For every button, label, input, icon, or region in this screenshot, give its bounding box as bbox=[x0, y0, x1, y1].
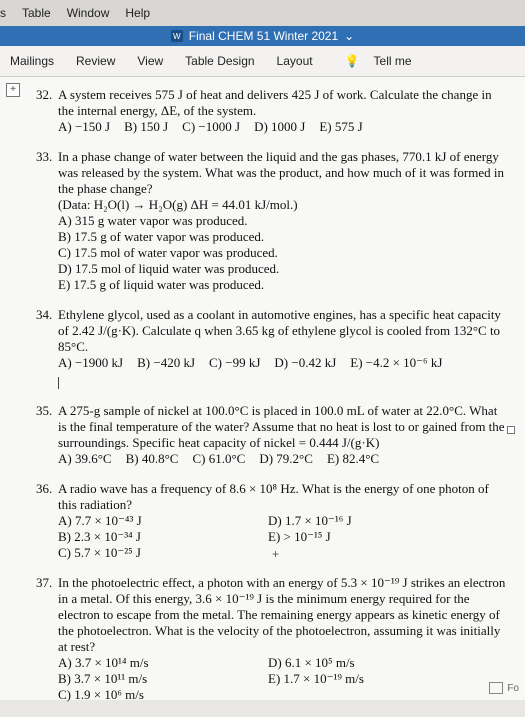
data-line: (Data: H₂O(l) → H₂O(g) ΔH = 44.01 kJ/mol.) bbox=[58, 197, 298, 212]
question-36 bbox=[36, 481, 506, 561]
tell-me-label: Tell me bbox=[373, 54, 412, 68]
question-stem: A 275-g sample of nickel at 100.0°C is placed in 100.0 mL of water at 22.0°C. What is the final temperature of the water? Assume that no heat is lost to or gained from the surroundings. Specific heat capacity of nickel = 0.444 J/(g·K) bbox=[58, 403, 505, 450]
answer-option: C) 61.0°C bbox=[192, 451, 246, 466]
table-resize-handle[interactable] bbox=[507, 426, 515, 434]
tab-view[interactable]: View bbox=[137, 54, 164, 68]
question-number: 35. bbox=[36, 403, 53, 418]
question-35 bbox=[36, 403, 506, 467]
answer-option: B) 150 J bbox=[124, 119, 169, 134]
answer-option: B) −420 kJ bbox=[137, 355, 195, 370]
answer-option: E) 17.5 g of liquid water was produced. bbox=[58, 277, 265, 292]
question-stem: A system receives 575 J of heat and delivers 425 J of work. Calculate the change in the internal energy, ΔE, of the system. bbox=[58, 87, 492, 118]
answer-option: D) 17.5 mol of liquid water was produced. bbox=[58, 261, 280, 276]
answer-option: A) 7.7 × 10⁻⁴³ J bbox=[58, 513, 142, 528]
ribbon-tabs bbox=[0, 46, 525, 77]
answer-option: E) −4.2 × 10⁻⁶ kJ bbox=[350, 355, 443, 370]
tab-table-design[interactable]: Table Design bbox=[185, 54, 255, 68]
answer-option: A) −150 J bbox=[58, 119, 111, 134]
answer-option: E) > 10⁻¹⁵ J bbox=[268, 529, 331, 544]
question-number: 36. bbox=[36, 481, 53, 496]
answer-option: C) 17.5 mol of water vapor was produced. bbox=[58, 245, 278, 260]
answer-option: C) 5.7 × 10⁻²⁵ J bbox=[58, 545, 141, 560]
answer-option: C) −99 kJ bbox=[209, 355, 261, 370]
question-number: 37. bbox=[36, 575, 53, 590]
answer-option: B) 17.5 g of water vapor was produced. bbox=[58, 229, 265, 244]
question-37 bbox=[36, 575, 506, 703]
cursor-plus-icon: + bbox=[272, 547, 280, 561]
answer-option: E) 1.7 × 10⁻¹⁹ m/s bbox=[268, 671, 364, 686]
answer-option: E) 575 J bbox=[319, 119, 363, 134]
lightbulb-icon: 💡 bbox=[344, 54, 360, 68]
word-document-icon: W bbox=[171, 30, 183, 42]
tab-mailings[interactable]: Mailings bbox=[10, 54, 55, 68]
answer-option: B) 40.8°C bbox=[125, 451, 179, 466]
menu-item-app[interactable]: s bbox=[0, 6, 6, 20]
menu-item-help[interactable]: Help bbox=[125, 6, 151, 20]
tab-layout[interactable]: Layout bbox=[276, 54, 313, 68]
question-stem: Ethylene glycol, used as a coolant in automotive engines, has a specific heat capacity of 2.42 J/(g·K). Calculate q when 3.65 kg of ethylene glycol is cooled from 132°C to 85°C. bbox=[58, 307, 501, 354]
table-move-handle[interactable]: + bbox=[6, 83, 20, 97]
answer-option: D) −0.42 kJ bbox=[274, 355, 337, 370]
answer-option: D) 1.7 × 10⁻¹⁶ J bbox=[268, 513, 352, 528]
document-page[interactable] bbox=[0, 77, 525, 700]
chevron-down-icon[interactable]: ⌄ bbox=[344, 29, 355, 43]
answer-option: E) 82.4°C bbox=[326, 451, 380, 466]
answer-option: D) 1000 J bbox=[254, 119, 306, 134]
question-number: 34. bbox=[36, 307, 53, 322]
window-title: Final CHEM 51 Winter 2021 bbox=[188, 29, 339, 43]
question-stem: In a phase change of water between the liquid and the gas phases, 770.1 kJ of energy was released by the system. What was the product, and how much of it was formed in the phase change? bbox=[58, 149, 504, 196]
answer-option: A) −1900 kJ bbox=[58, 355, 124, 370]
answer-option: B) 3.7 × 10¹¹ m/s bbox=[58, 671, 148, 686]
tell-me-button[interactable] bbox=[335, 54, 424, 68]
answer-option: A) 315 g water vapor was produced. bbox=[58, 213, 248, 228]
focus-icon bbox=[489, 682, 503, 694]
answer-option: B) 2.3 × 10⁻³⁴ J bbox=[58, 529, 141, 544]
question-list bbox=[36, 87, 506, 717]
answer-option: D) 6.1 × 10⁵ m/s bbox=[268, 655, 355, 670]
question-number: 32. bbox=[36, 87, 53, 102]
question-number: 33. bbox=[36, 149, 53, 164]
answer-option: A) 39.6°C bbox=[58, 451, 112, 466]
question-33 bbox=[36, 149, 506, 293]
window-titlebar bbox=[0, 26, 525, 46]
answer-option: D) 79.2°C bbox=[259, 451, 313, 466]
answer-option: C) −1000 J bbox=[182, 119, 241, 134]
focus-button[interactable] bbox=[489, 682, 519, 694]
menu-item-window[interactable]: Window bbox=[66, 6, 110, 20]
tab-review[interactable]: Review bbox=[76, 54, 116, 68]
question-34 bbox=[36, 307, 506, 389]
question-stem: A radio wave has a frequency of 8.6 × 10⁸ Hz. What is the energy of one photon of this radiation? bbox=[58, 481, 489, 512]
question-stem: In the photoelectric effect, a photon with an energy of 5.3 × 10⁻¹⁹ J strikes an electron in a metal. Of this energy, 3.6 × 10⁻¹⁹ J is the minimum energy required for the electron to escape from the metal. The remaining energy appears as kinetic energy of the photoelectron. What is the velocity of the photoelectron, assuming it was initially at rest? bbox=[58, 575, 506, 654]
text-cursor bbox=[58, 377, 59, 389]
menu-bar bbox=[0, 0, 525, 26]
question-32 bbox=[36, 87, 506, 135]
menu-item-table[interactable]: Table bbox=[22, 6, 51, 20]
focus-label: Fo bbox=[507, 682, 519, 694]
answer-option: C) 1.9 × 10⁶ m/s bbox=[58, 687, 144, 702]
answer-option: A) 3.7 × 10¹⁴ m/s bbox=[58, 655, 149, 670]
